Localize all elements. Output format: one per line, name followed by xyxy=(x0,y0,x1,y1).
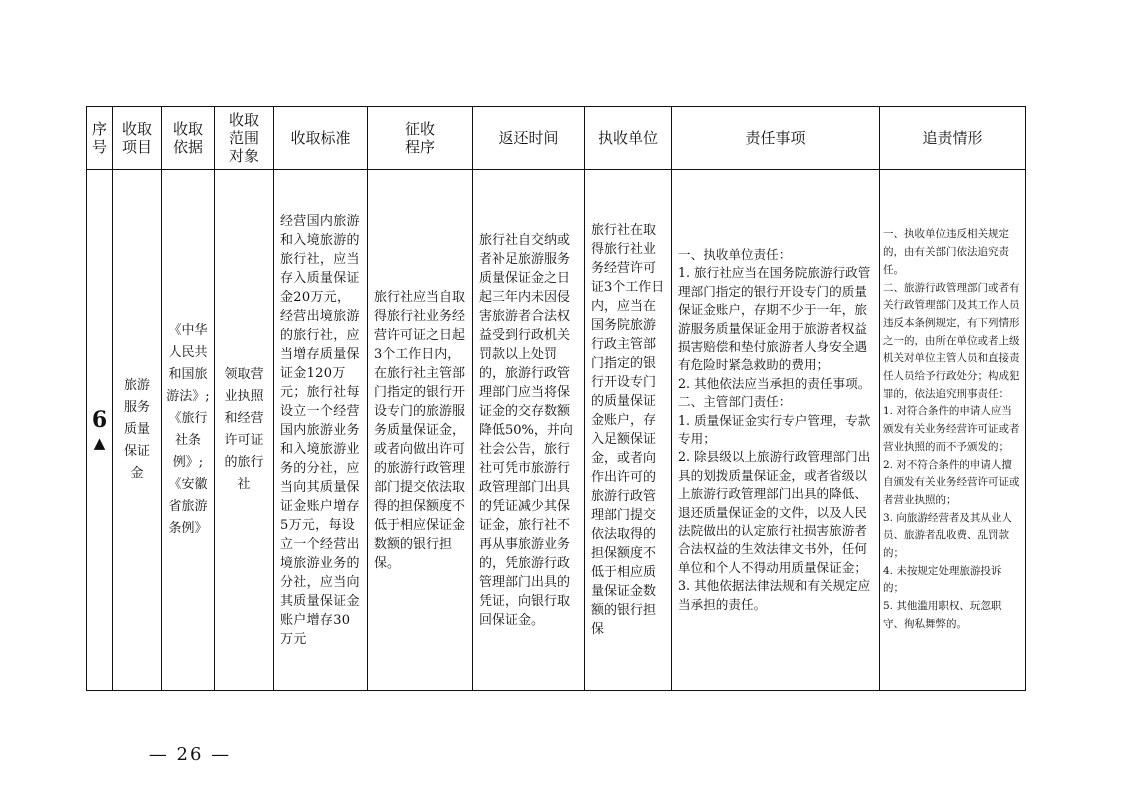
cell-fee-standard: 经营国内旅游和入境旅游的旅行社，应当存入质量保证金20万元，经营出境旅游的旅行社，应当增存质量保证金120万元；旅行社每设立一个经营国内旅游业务和入境旅游业务的分社，应当向其质量保证金账户增存5万元，每设立一个经营出境旅游业务的分社，应当向其质量保证金账户增存30万元 xyxy=(274,170,368,691)
page-number: — 26 — xyxy=(148,744,232,765)
header-fee-standard: 收取标准 xyxy=(274,107,368,170)
header-scope: 收取 范围 对象 xyxy=(215,107,274,170)
cell-scope: 领取营 业执照 和经营 许可证 的旅行 社 xyxy=(215,170,274,691)
header-seq: 序 号 xyxy=(87,107,113,170)
header-row xyxy=(87,107,1026,170)
cell-collecting-unit: 旅行社在取得旅行社业务经营许可证3个工作日内，应当在国务院旅游行政主管部门指定的银行开设专门的质量保证金账户，存入足额保证金，或者向作出许可的旅游行政管理部门提交依法取得的担保额度不低于相应质量保证金数额的银行担保 xyxy=(585,170,672,691)
cell-return-time: 旅行社自交纳或者补足旅游服务质量保证金之日起三年内未因侵害旅游者合法权益受到行政机关罚款以上处罚的，旅游行政管理部门应当将保证金的交存数额降低50%，并向社会公告，旅行社可凭市旅游行政管理部门出具的凭证减少其保证金，旅行社不再从事旅游业务的，凭旅游行政管理部门出具的凭证，向银行取回保证金。 xyxy=(473,170,585,691)
cell-responsibilities: 一、执收单位责任： 1. 旅行社应当在国务院旅游行政管理部门指定的银行开设专门的质量保证金账户，存期不少于一年，旅游服务质量保证金用于旅游者权益损害赔偿和垫付旅游者人身安全遇有危险时紧急救助的费用； 2. 其他依法应当承担的责任事项。 二、主管部门责任： 1. 质量保证金实行专户管理，专款专用； 2. 除县级以上旅游行政管理部门出具的划拨质量保证金，或者省级以上旅游行政管理部门出具的降低、退还质量保证金的文件，以及人民法院做出的认定旅行社损害旅游者合法权益的生效法律文书外，任何单位和个人不得动用质量保证金； 3. 其他依据法律法规和有关规定应当承担的责任。 xyxy=(672,170,880,691)
header-basis: 收取 依据 xyxy=(162,107,215,170)
header-item: 收取 项目 xyxy=(113,107,162,170)
seq-number: 6 xyxy=(91,407,108,433)
header-procedure: 征收 程序 xyxy=(368,107,473,170)
header-collecting-unit: 执收单位 xyxy=(585,107,672,170)
cell-procedure: 旅行社应当自取得旅行社业务经营许可证之日起3个工作日内，在旅行社主管部门指定的银行开设专门的旅游服务质量保证金，或者向做出许可的旅游行政管理部门提交依法取得的担保额度不低于相应保证金数额的银行担保。 xyxy=(368,170,473,691)
cell-seq xyxy=(87,170,113,691)
triangle-marker-icon: ▲ xyxy=(93,434,106,452)
header-return-time: 返还时间 xyxy=(473,107,585,170)
cell-item: 旅游 服务 质量 保证 金 xyxy=(113,170,162,691)
header-responsibilities: 责任事项 xyxy=(672,107,880,170)
cell-basis: 《中华 人民共 和国旅 游法》; 《旅行 社条 例》; 《安徽 省旅游 条例》 xyxy=(162,170,215,691)
cell-accountability: 一、执收单位违反相关规定的，由有关部门依法追究责任。 二、旅游行政管理部门或者有关行政管理部门及其工作人员违反本条例规定，有下列情形之一的，由所在单位或者上级机关对单位主管人员和直接责任人员给予行政处分；构成犯罪的，依法追究刑事责任： 1. 对符合条件的申请人应当颁发有关业务经营许可证或者营业执照的而不予颁发的； 2. 对不符合条件的申请人擅自颁发有关业务经营许可证或者营业执照的； 3. 向旅游经营者及其从业人员、旅游者乱收费、乱罚款的； 4. 未按规定处理旅游投诉的； 5. 其他滥用职权、玩忽职守、徇私舞弊的。 xyxy=(880,170,1026,691)
table-row xyxy=(87,170,1026,691)
header-accountability: 追责情形 xyxy=(880,107,1026,170)
fee-table xyxy=(86,106,1026,691)
